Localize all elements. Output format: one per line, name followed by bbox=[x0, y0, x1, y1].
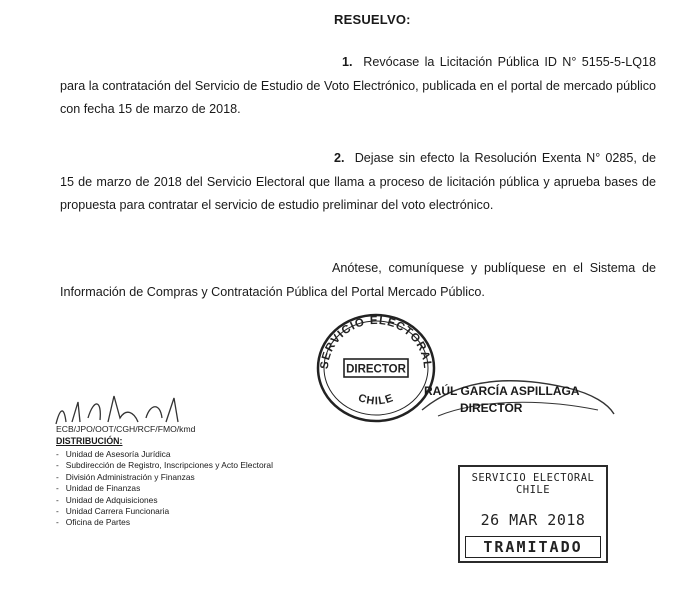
distribution-title: DISTRIBUCIÓN: bbox=[56, 436, 123, 446]
stamp-date: 26 MAR 2018 bbox=[480, 511, 586, 529]
signatory-name: RAÚL GARCÍA ASPILLAGA bbox=[424, 384, 580, 398]
list-item: - Unidad Carrera Funcionaria bbox=[56, 506, 273, 517]
list-item: - Subdirección de Registro, Inscripciones y Acto Electoral bbox=[56, 460, 273, 471]
resolution-heading: RESUELVO: bbox=[334, 12, 411, 27]
svg-text:CHILE bbox=[356, 392, 395, 408]
seal-top-text: SERVICIO ELECTORAL bbox=[318, 314, 434, 370]
item-text: Dejase sin efecto la Resolución Exenta N° 0285, de 15 de marzo de 2018 del Servicio Electoral que llama a proceso de licitación pública y aprueba bases de propuesta para contratar el servicio de estudio preliminar del voto electrónico. bbox=[60, 151, 656, 212]
list-item: - Unidad de Finanzas bbox=[56, 483, 273, 494]
resolution-item-2 bbox=[60, 147, 656, 218]
item-number: 1. bbox=[342, 55, 353, 69]
item-number: 2. bbox=[334, 151, 345, 165]
signatory-title: DIRECTOR bbox=[460, 401, 523, 415]
stamp-status: TRAMITADO bbox=[465, 536, 601, 558]
list-item: - División Administración y Finanzas bbox=[56, 472, 273, 483]
seal-center-text: DIRECTOR bbox=[346, 363, 406, 376]
list-item: - Oficina de Partes bbox=[56, 517, 273, 528]
list-item: - Unidad de Asesoría Jurídica bbox=[56, 449, 273, 460]
item-text: Revócase la Licitación Pública ID N° 5155-5-LQ18 para la contratación del Servicio de Estudio de Voto Electrónico, publicada en el portal de mercado público con fecha 15 de marzo de 2018. bbox=[60, 55, 656, 116]
resolution-item-1 bbox=[60, 51, 656, 122]
distribution-list bbox=[56, 449, 273, 529]
list-item: - Unidad de Adquisiciones bbox=[56, 495, 273, 506]
closing-paragraph: Anótese, comuníquese y publíquese en el Sistema de Información de Compras y Contratación Pública del Portal Mercado Público. bbox=[60, 261, 656, 299]
director-seal bbox=[314, 312, 438, 424]
stamp-line-1: SERVICIO ELECTORAL bbox=[471, 472, 595, 484]
received-stamp bbox=[458, 465, 608, 563]
seal-bottom-text: CHILE bbox=[356, 391, 396, 408]
initials-line: ECB/JPO/OOT/CGH/RCF/FMO/kmd bbox=[56, 424, 196, 434]
stamp-line-2: CHILE bbox=[515, 484, 551, 496]
